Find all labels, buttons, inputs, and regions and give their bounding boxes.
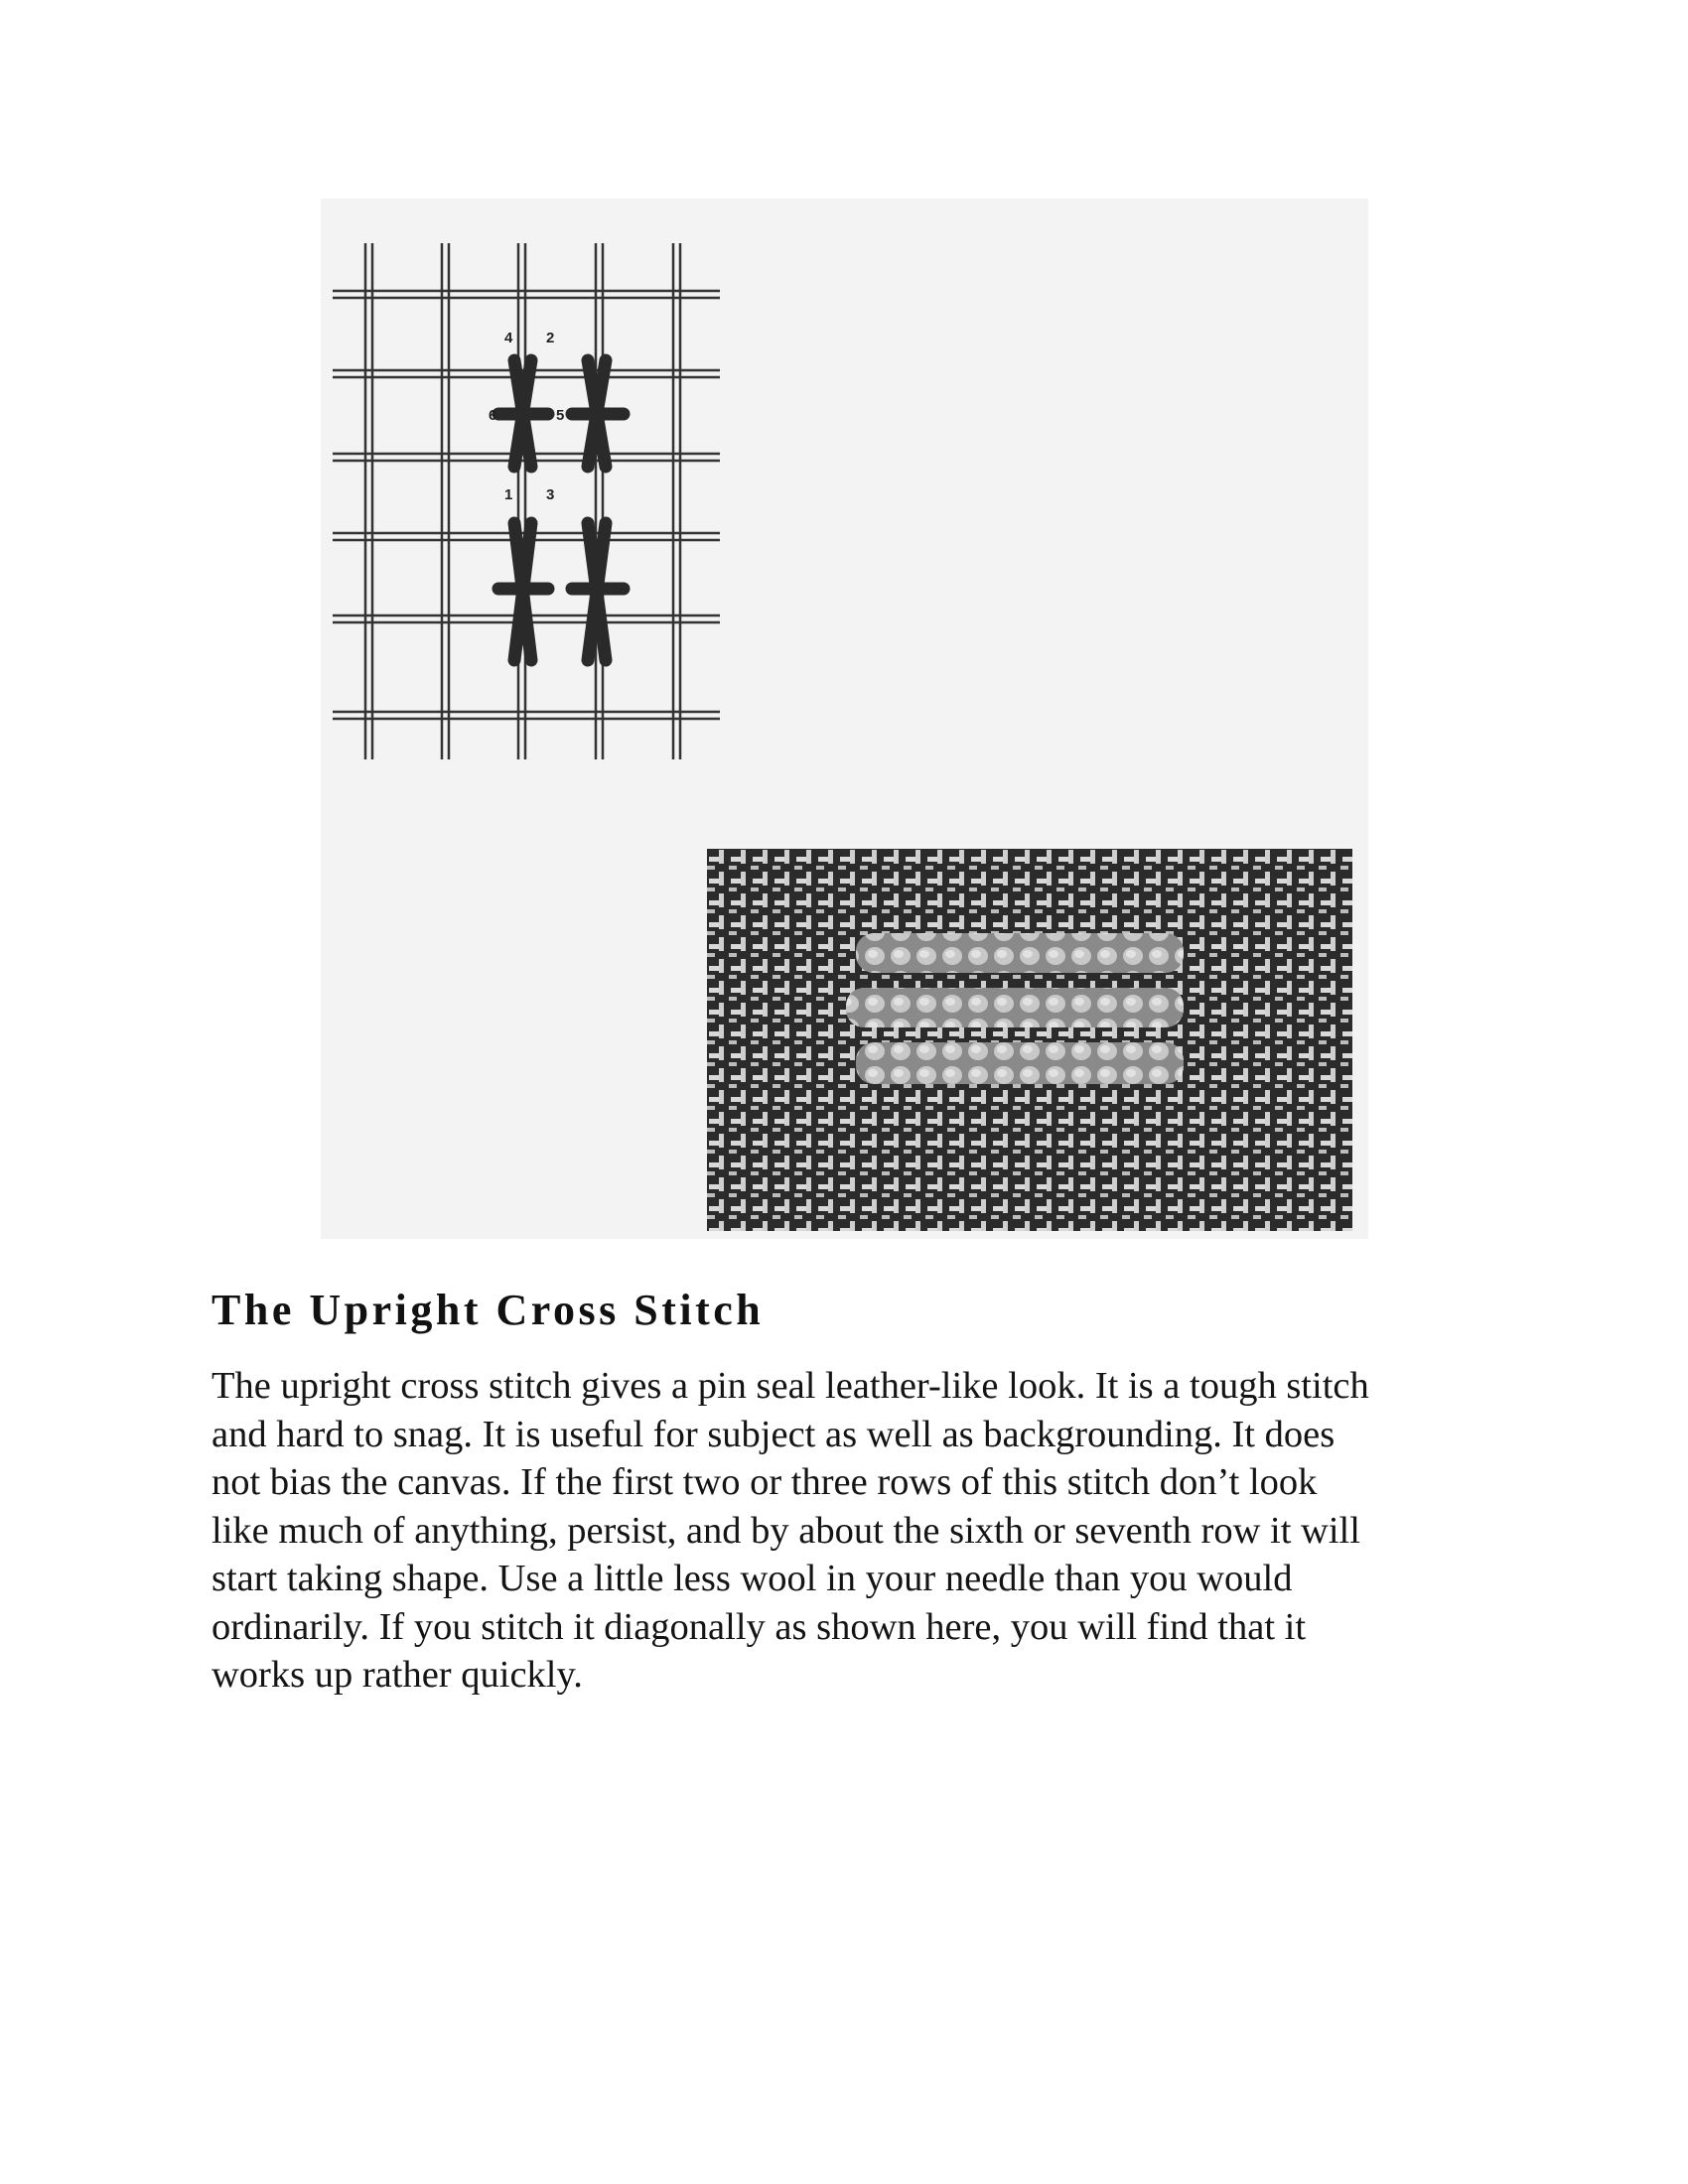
needle-number-5: 5 (556, 407, 565, 424)
needle-number-3: 3 (546, 486, 555, 503)
description-line: The upright cross stitch gives a pin seal leather-like look. It is a tough stitch (211, 1365, 1369, 1407)
description-line: start taking shape. Use a little less wool in your needle than you would (211, 1558, 1293, 1599)
needle-number-6: 6 (489, 407, 497, 424)
description-line: and hard to snag. It is useful for subject as well as backgrounding. It does (211, 1413, 1336, 1455)
stitched-sample-photo (707, 849, 1352, 1231)
description-line: like much of anything, persist, and by about the sixth or seventh row it will (211, 1509, 1360, 1552)
needle-number-2: 2 (546, 330, 555, 346)
canvas-mesh (707, 849, 1352, 1231)
wool-stitch-rows (846, 933, 1184, 1084)
description-line: ordinarily. If you stitch it diagonally as shown here, you will find that it (211, 1605, 1307, 1648)
description-line: not bias the canvas. If the first two or three rows of this stitch don’t look (211, 1461, 1318, 1503)
needle-number-1: 1 (504, 486, 513, 503)
description-line: works up rather quickly. (211, 1654, 583, 1696)
section-heading: The Upright Cross Stitch (211, 1286, 765, 1334)
canvas-grid-diagram (328, 243, 725, 764)
needle-number-4: 4 (504, 330, 513, 346)
canvas-threads (333, 243, 720, 759)
stitch-description (211, 1362, 1502, 1700)
